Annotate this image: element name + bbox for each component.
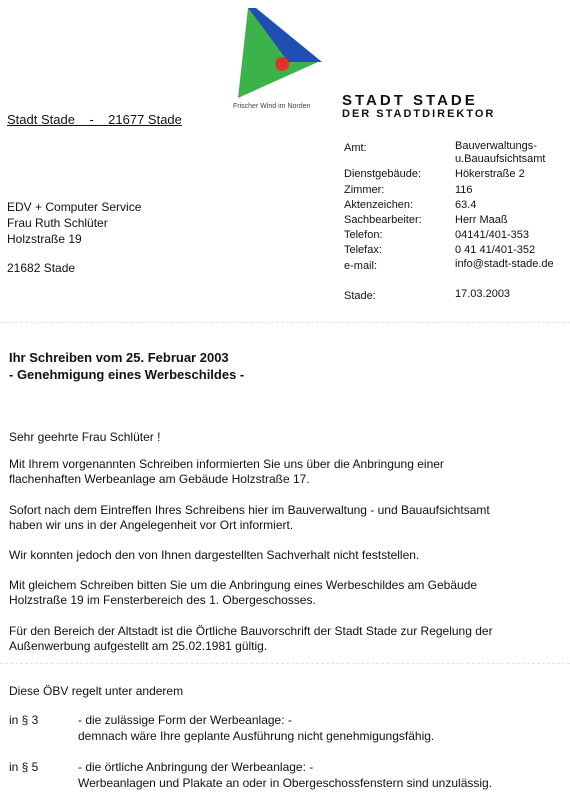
paragraph-6-line-1: Diese ÖBV regelt unter anderem (9, 684, 184, 698)
info-label-room: Zimmer: (344, 184, 385, 196)
info-label-building: Dienstgebäude: (344, 168, 422, 180)
info-label-fax: Telefax: (344, 244, 382, 256)
subject-line-2: - Genehmigung eines Werbeschildes - (9, 367, 245, 382)
paragraph-3-line-1: Wir konnten jedoch den von Ihnen dargestellten Sachverhalt nicht feststellen. (9, 548, 420, 562)
paragraph-3 (9, 548, 561, 563)
paragraph-4-line-2: Holzstraße 19 im Fensterbereich des 1. Obergeschosses. (9, 593, 316, 607)
subject-line-1: Ihr Schreiben vom 25. Februar 2003 (9, 350, 229, 365)
paragraph-2 (9, 503, 561, 533)
clause-5-line-1: - die örtliche Anbringung der Werbeanlage: - (78, 760, 314, 774)
paragraph-5 (9, 624, 561, 654)
info-label-clerk: Sachbearbeiter: (344, 214, 422, 226)
paragraph-4 (9, 578, 561, 608)
paragraph-1-line-1: Mit Ihrem vorgenannten Schreiben informierten Sie uns über die Anbringung einer (9, 457, 444, 471)
logo-tagline: Frischer Wind im Norden (233, 103, 311, 110)
recipient-line-2: Frau Ruth Schlüter (7, 216, 108, 230)
info-value-building: Hökerstraße 2 (455, 168, 525, 180)
info-label-file: Aktenzeichen: (344, 199, 414, 211)
paragraph-2-line-2: haben wir uns in der Angelegenheit vor Ort informiert. (9, 518, 294, 532)
info-amt-label: Amt: (344, 142, 367, 154)
clause-ref-5: in § 5 (9, 760, 39, 774)
paragraph-4-line-1: Mit gleichem Schreiben bitten Sie um die Anbringung eines Werbeschildes am Gebäude (9, 578, 478, 592)
office-title: DER STADTDIREKTOR (342, 108, 496, 120)
fold-mark (0, 322, 570, 323)
info-label-phone: Telefon: (344, 229, 383, 241)
info-amt-value-2: u.Bauaufsichtsamt (455, 153, 546, 165)
paragraph-5-line-2: Außenwerbung aufgestellt am 25.02.1981 gültig. (9, 639, 268, 653)
recipient-line-1: EDV + Computer Service (7, 200, 142, 214)
paragraph-6 (9, 684, 561, 699)
salutation: Sehr geehrte Frau Schlüter ! (9, 430, 161, 444)
recipient-city: 21682 Stade (7, 261, 76, 275)
info-date-label: Stade: (344, 290, 376, 302)
city-logo (232, 6, 322, 98)
fold-mark-2 (0, 663, 570, 664)
paragraph-1-line-2: flachenhaften Werbeanlage am Gebäude Holzstraße 17. (9, 472, 310, 486)
paragraph-5-line-1: Für den Bereich der Altstadt ist die Örtliche Bauvorschrift der Stadt Stade zur Regelung der (9, 624, 493, 638)
info-value-room: 116 (455, 184, 473, 196)
paragraph-1 (9, 457, 561, 487)
clause-ref-3: in § 3 (9, 713, 39, 727)
clause-3-line-1: - die zulässige Form der Werbeanlage: - (78, 713, 292, 727)
info-value-email[interactable]: info@stadt-stade.de (455, 258, 554, 270)
logo-red-sun (275, 57, 289, 71)
info-date-value: 17.03.2003 (455, 288, 511, 300)
paragraph-2-line-1: Sofort nach dem Eintreffen Ihres Schreibens hier im Bauverwaltung - und Bauaufsichtsamt (9, 503, 490, 517)
info-value-clerk: Herr Maaß (455, 214, 508, 226)
city-title: STADT STADE (342, 92, 478, 109)
clause-3-line-2: demnach wäre Ihre geplante Ausführung nicht genehmigungsfähig. (78, 729, 435, 743)
info-value-fax: 0 41 41/401-352 (455, 244, 536, 256)
recipient-line-3: Holzstraße 19 (7, 232, 82, 246)
info-amt-value-1: Bauverwaltungs- (455, 140, 537, 152)
info-label-email: e-mail: (344, 260, 378, 272)
clause-5-line-2: Werbeanlagen und Plakate an oder in Obergeschossfenstern sind unzulässig. (78, 776, 493, 790)
return-address: Stadt Stade - 21677 Stade (7, 112, 182, 127)
info-value-file: 63.4 (455, 199, 477, 211)
info-value-phone: 04141/401-353 (455, 229, 530, 241)
